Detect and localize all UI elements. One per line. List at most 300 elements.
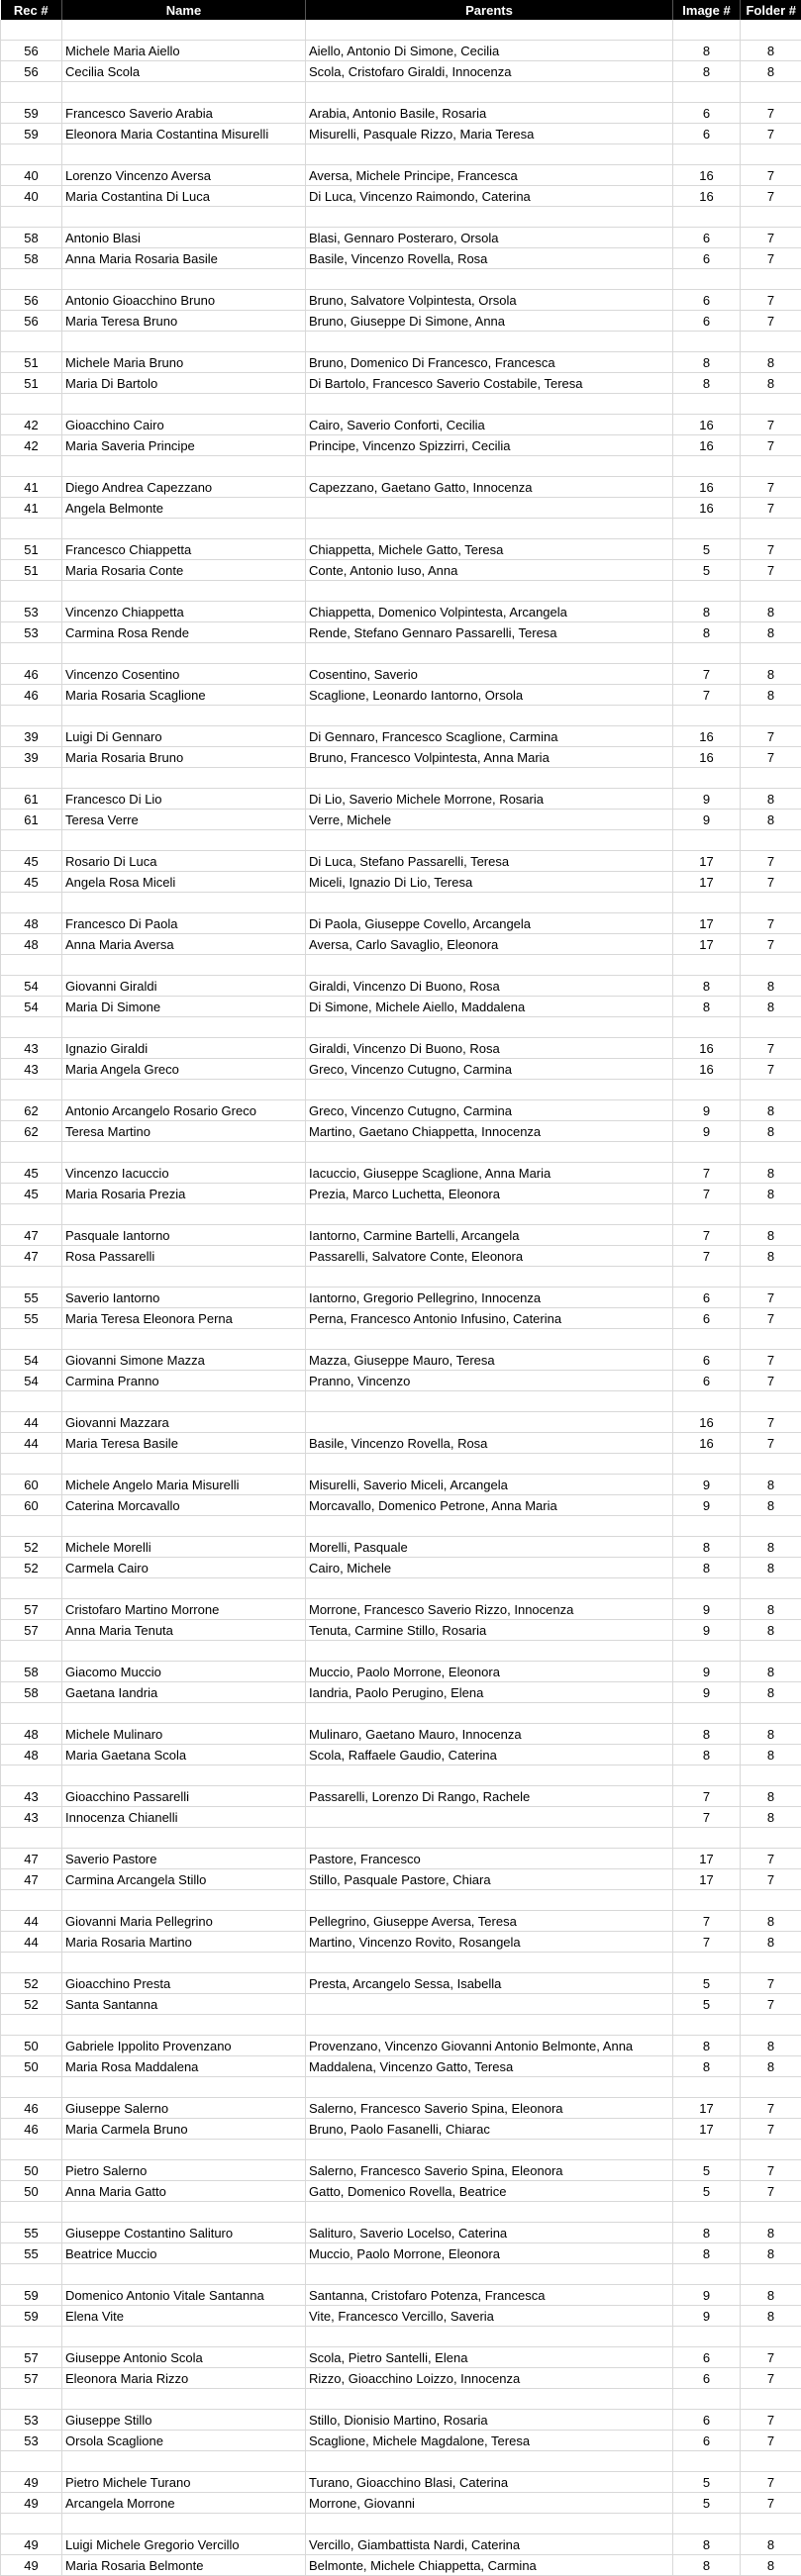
cell-image[interactable]: 9 (673, 1620, 741, 1641)
empty-cell[interactable] (62, 207, 306, 228)
cell-folder[interactable]: 8 (741, 664, 801, 685)
empty-cell[interactable] (62, 768, 306, 789)
cell-image[interactable]: 9 (673, 1121, 741, 1142)
cell-folder[interactable]: 7 (741, 165, 801, 186)
cell-folder[interactable]: 8 (741, 1495, 801, 1516)
cell-name[interactable]: Diego Andrea Capezzano (62, 477, 306, 498)
cell-name[interactable]: Gabriele Ippolito Provenzano (62, 2036, 306, 2056)
empty-cell[interactable] (673, 2389, 741, 2410)
cell-rec[interactable]: 56 (1, 290, 62, 311)
cell-image[interactable]: 7 (673, 1225, 741, 1246)
empty-cell[interactable] (673, 20, 741, 41)
cell-image[interactable]: 16 (673, 435, 741, 456)
cell-name[interactable]: Antonio Blasi (62, 228, 306, 248)
cell-parents[interactable]: Blasi, Gennaro Posteraro, Orsola (306, 228, 673, 248)
empty-cell[interactable] (306, 2202, 673, 2223)
empty-cell[interactable] (306, 82, 673, 103)
cell-rec[interactable]: 56 (1, 41, 62, 61)
empty-cell[interactable] (1, 1765, 62, 1786)
cell-folder[interactable]: 8 (741, 1537, 801, 1558)
cell-image[interactable]: 8 (673, 61, 741, 82)
empty-cell[interactable] (62, 332, 306, 352)
cell-rec[interactable]: 47 (1, 1869, 62, 1890)
cell-folder[interactable]: 8 (741, 976, 801, 997)
empty-cell[interactable] (62, 830, 306, 851)
cell-name[interactable]: Michele Mulinaro (62, 1724, 306, 1745)
cell-image[interactable]: 8 (673, 1537, 741, 1558)
empty-cell[interactable] (1, 1578, 62, 1599)
cell-name[interactable]: Santa Santanna (62, 1994, 306, 2015)
empty-cell[interactable] (306, 2140, 673, 2160)
cell-image[interactable]: 16 (673, 477, 741, 498)
cell-folder[interactable]: 7 (741, 539, 801, 560)
cell-folder[interactable]: 8 (741, 61, 801, 82)
cell-name[interactable]: Maria Rosaria Belmonte (62, 2555, 306, 2576)
cell-parents[interactable]: Rizzo, Gioacchino Loizzo, Innocenza (306, 2368, 673, 2389)
cell-rec[interactable]: 59 (1, 124, 62, 144)
cell-parents[interactable]: Cairo, Michele (306, 1558, 673, 1578)
cell-name[interactable]: Maria Carmela Bruno (62, 2119, 306, 2140)
empty-cell[interactable] (673, 2015, 741, 2036)
empty-cell[interactable] (673, 955, 741, 976)
cell-name[interactable]: Maria Teresa Basile (62, 1433, 306, 1454)
cell-folder[interactable]: 7 (741, 2347, 801, 2368)
cell-rec[interactable]: 52 (1, 1537, 62, 1558)
empty-cell[interactable] (306, 2451, 673, 2472)
cell-folder[interactable]: 7 (741, 248, 801, 269)
cell-folder[interactable]: 7 (741, 560, 801, 581)
empty-cell[interactable] (62, 269, 306, 290)
empty-cell[interactable] (1, 768, 62, 789)
col-header-folder[interactable]: Folder # (741, 0, 801, 20)
cell-image[interactable]: 6 (673, 2410, 741, 2431)
cell-name[interactable]: Luigi Michele Gregorio Vercillo (62, 2534, 306, 2555)
cell-image[interactable]: 7 (673, 1932, 741, 1953)
cell-rec[interactable]: 55 (1, 1288, 62, 1308)
cell-image[interactable]: 5 (673, 560, 741, 581)
empty-cell[interactable] (1, 1017, 62, 1038)
cell-folder[interactable]: 7 (741, 477, 801, 498)
cell-rec[interactable]: 58 (1, 228, 62, 248)
empty-cell[interactable] (62, 1080, 306, 1100)
cell-name[interactable]: Angela Belmonte (62, 498, 306, 519)
cell-image[interactable]: 8 (673, 976, 741, 997)
empty-cell[interactable] (741, 2202, 801, 2223)
empty-cell[interactable] (741, 768, 801, 789)
cell-name[interactable]: Innocenza Chianelli (62, 1807, 306, 1828)
cell-rec[interactable]: 42 (1, 415, 62, 435)
cell-rec[interactable]: 51 (1, 373, 62, 394)
cell-folder[interactable]: 8 (741, 2056, 801, 2077)
cell-folder[interactable]: 8 (741, 1911, 801, 1932)
cell-parents[interactable]: Rende, Stefano Gennaro Passarelli, Teresa (306, 622, 673, 643)
cell-name[interactable]: Pietro Salerno (62, 2160, 306, 2181)
empty-cell[interactable] (306, 893, 673, 913)
empty-cell[interactable] (673, 82, 741, 103)
empty-cell[interactable] (741, 2264, 801, 2285)
cell-image[interactable]: 17 (673, 913, 741, 934)
empty-cell[interactable] (306, 2327, 673, 2347)
cell-name[interactable]: Giovanni Simone Mazza (62, 1350, 306, 1371)
cell-rec[interactable]: 41 (1, 498, 62, 519)
empty-cell[interactable] (1, 519, 62, 539)
cell-parents[interactable]: Morelli, Pasquale (306, 1537, 673, 1558)
empty-cell[interactable] (1, 2327, 62, 2347)
cell-folder[interactable]: 8 (741, 685, 801, 706)
cell-name[interactable]: Francesco Chiappetta (62, 539, 306, 560)
empty-cell[interactable] (741, 332, 801, 352)
cell-rec[interactable]: 49 (1, 2472, 62, 2493)
empty-cell[interactable] (1, 456, 62, 477)
cell-parents[interactable]: Misurelli, Pasquale Rizzo, Maria Teresa (306, 124, 673, 144)
empty-cell[interactable] (741, 1454, 801, 1475)
cell-name[interactable]: Teresa Verre (62, 810, 306, 830)
empty-cell[interactable] (306, 207, 673, 228)
empty-cell[interactable] (1, 1953, 62, 1973)
cell-parents[interactable]: Giraldi, Vincenzo Di Buono, Rosa (306, 1038, 673, 1059)
cell-rec[interactable]: 55 (1, 1308, 62, 1329)
cell-rec[interactable]: 50 (1, 2056, 62, 2077)
empty-cell[interactable] (306, 1204, 673, 1225)
empty-cell[interactable] (306, 1641, 673, 1662)
empty-cell[interactable] (741, 20, 801, 41)
cell-name[interactable]: Domenico Antonio Vitale Santanna (62, 2285, 306, 2306)
cell-image[interactable]: 9 (673, 1475, 741, 1495)
empty-cell[interactable] (62, 1204, 306, 1225)
empty-cell[interactable] (62, 394, 306, 415)
cell-rec[interactable]: 57 (1, 2347, 62, 2368)
cell-parents[interactable]: Conte, Antonio Iuso, Anna (306, 560, 673, 581)
cell-name[interactable]: Pietro Michele Turano (62, 2472, 306, 2493)
cell-folder[interactable]: 8 (741, 1599, 801, 1620)
cell-parents[interactable]: Cairo, Saverio Conforti, Cecilia (306, 415, 673, 435)
cell-folder[interactable]: 7 (741, 290, 801, 311)
cell-image[interactable]: 9 (673, 1682, 741, 1703)
cell-rec[interactable]: 62 (1, 1121, 62, 1142)
cell-image[interactable]: 6 (673, 228, 741, 248)
cell-parents[interactable]: Aversa, Michele Principe, Francesca (306, 165, 673, 186)
cell-rec[interactable]: 45 (1, 872, 62, 893)
cell-parents[interactable]: Greco, Vincenzo Cutugno, Carmina (306, 1059, 673, 1080)
cell-parents[interactable]: Iantorno, Gregorio Pellegrino, Innocenza (306, 1288, 673, 1308)
empty-cell[interactable] (62, 82, 306, 103)
cell-image[interactable]: 8 (673, 1724, 741, 1745)
cell-parents[interactable]: Prezia, Marco Luchetta, Eleonora (306, 1184, 673, 1204)
cell-image[interactable]: 5 (673, 2472, 741, 2493)
cell-image[interactable]: 8 (673, 622, 741, 643)
empty-cell[interactable] (741, 2451, 801, 2472)
cell-rec[interactable]: 61 (1, 810, 62, 830)
cell-rec[interactable]: 51 (1, 352, 62, 373)
empty-cell[interactable] (741, 394, 801, 415)
cell-rec[interactable]: 49 (1, 2493, 62, 2514)
empty-cell[interactable] (1, 706, 62, 726)
cell-parents[interactable]: Arabia, Antonio Basile, Rosaria (306, 103, 673, 124)
cell-name[interactable]: Elena Vite (62, 2306, 306, 2327)
cell-folder[interactable]: 7 (741, 2431, 801, 2451)
empty-cell[interactable] (673, 2327, 741, 2347)
empty-cell[interactable] (741, 456, 801, 477)
empty-cell[interactable] (741, 82, 801, 103)
cell-image[interactable]: 8 (673, 2036, 741, 2056)
cell-folder[interactable]: 8 (741, 1475, 801, 1495)
cell-rec[interactable]: 46 (1, 2098, 62, 2119)
cell-parents[interactable]: Morrone, Giovanni (306, 2493, 673, 2514)
cell-parents[interactable]: Salerno, Francesco Saverio Spina, Eleonora (306, 2160, 673, 2181)
empty-cell[interactable] (306, 2015, 673, 2036)
cell-image[interactable]: 5 (673, 1973, 741, 1994)
empty-cell[interactable] (673, 768, 741, 789)
cell-folder[interactable]: 8 (741, 1682, 801, 1703)
cell-image[interactable]: 7 (673, 664, 741, 685)
cell-image[interactable]: 16 (673, 498, 741, 519)
cell-rec[interactable]: 44 (1, 1911, 62, 1932)
empty-cell[interactable] (673, 2514, 741, 2534)
cell-rec[interactable]: 45 (1, 851, 62, 872)
empty-cell[interactable] (741, 207, 801, 228)
empty-cell[interactable] (62, 706, 306, 726)
cell-parents[interactable]: Basile, Vincenzo Rovella, Rosa (306, 1433, 673, 1454)
empty-cell[interactable] (62, 1828, 306, 1849)
cell-rec[interactable]: 62 (1, 1100, 62, 1121)
cell-image[interactable]: 8 (673, 1745, 741, 1765)
cell-rec[interactable]: 56 (1, 61, 62, 82)
cell-name[interactable]: Maria Rosa Maddalena (62, 2056, 306, 2077)
cell-name[interactable]: Lorenzo Vincenzo Aversa (62, 165, 306, 186)
cell-image[interactable]: 17 (673, 1869, 741, 1890)
cell-image[interactable]: 7 (673, 1786, 741, 1807)
empty-cell[interactable] (1, 2451, 62, 2472)
cell-folder[interactable]: 7 (741, 1308, 801, 1329)
cell-name[interactable]: Francesco Di Paola (62, 913, 306, 934)
empty-cell[interactable] (1, 20, 62, 41)
empty-cell[interactable] (741, 1391, 801, 1412)
empty-cell[interactable] (62, 2015, 306, 2036)
cell-name[interactable]: Michele Maria Aiello (62, 41, 306, 61)
cell-rec[interactable]: 59 (1, 103, 62, 124)
empty-cell[interactable] (1, 893, 62, 913)
cell-parents[interactable]: Iantorno, Carmine Bartelli, Arcangela (306, 1225, 673, 1246)
cell-rec[interactable]: 57 (1, 2368, 62, 2389)
empty-cell[interactable] (1, 269, 62, 290)
empty-cell[interactable] (62, 955, 306, 976)
cell-parents[interactable]: Di Paola, Giuseppe Covello, Arcangela (306, 913, 673, 934)
cell-name[interactable]: Maria Gaetana Scola (62, 1745, 306, 1765)
cell-folder[interactable]: 7 (741, 1350, 801, 1371)
cell-folder[interactable]: 8 (741, 1163, 801, 1184)
cell-folder[interactable]: 8 (741, 1786, 801, 1807)
cell-parents[interactable]: Muccio, Paolo Morrone, Eleonora (306, 1662, 673, 1682)
cell-folder[interactable]: 7 (741, 1412, 801, 1433)
empty-cell[interactable] (1, 2015, 62, 2036)
cell-name[interactable]: Maria Di Simone (62, 997, 306, 1017)
cell-folder[interactable]: 8 (741, 2243, 801, 2264)
cell-rec[interactable]: 53 (1, 602, 62, 622)
empty-cell[interactable] (306, 1703, 673, 1724)
cell-rec[interactable]: 57 (1, 1599, 62, 1620)
cell-rec[interactable]: 52 (1, 1973, 62, 1994)
cell-name[interactable]: Giovanni Mazzara (62, 1412, 306, 1433)
cell-image[interactable]: 9 (673, 1599, 741, 1620)
cell-rec[interactable]: 43 (1, 1786, 62, 1807)
cell-folder[interactable]: 8 (741, 2036, 801, 2056)
cell-image[interactable]: 17 (673, 934, 741, 955)
empty-cell[interactable] (306, 2264, 673, 2285)
cell-folder[interactable]: 7 (741, 1869, 801, 1890)
empty-cell[interactable] (62, 581, 306, 602)
empty-cell[interactable] (306, 581, 673, 602)
cell-image[interactable]: 8 (673, 2223, 741, 2243)
empty-cell[interactable] (1, 1204, 62, 1225)
empty-cell[interactable] (673, 1017, 741, 1038)
cell-rec[interactable]: 55 (1, 2243, 62, 2264)
cell-rec[interactable]: 50 (1, 2160, 62, 2181)
empty-cell[interactable] (741, 1267, 801, 1288)
cell-parents[interactable]: Salerno, Francesco Saverio Spina, Eleonora (306, 2098, 673, 2119)
cell-name[interactable]: Beatrice Muccio (62, 2243, 306, 2264)
cell-name[interactable]: Maria Teresa Eleonora Perna (62, 1308, 306, 1329)
cell-parents[interactable]: Di Gennaro, Francesco Scaglione, Carmina (306, 726, 673, 747)
cell-folder[interactable]: 7 (741, 2410, 801, 2431)
cell-name[interactable]: Gioacchino Passarelli (62, 1786, 306, 1807)
cell-parents[interactable]: Passarelli, Lorenzo Di Rango, Rachele (306, 1786, 673, 1807)
empty-cell[interactable] (306, 1578, 673, 1599)
empty-cell[interactable] (1, 82, 62, 103)
cell-image[interactable]: 6 (673, 2347, 741, 2368)
cell-folder[interactable]: 8 (741, 352, 801, 373)
empty-cell[interactable] (1, 1329, 62, 1350)
empty-cell[interactable] (741, 2015, 801, 2036)
cell-folder[interactable]: 8 (741, 1662, 801, 1682)
empty-cell[interactable] (306, 1953, 673, 1973)
empty-cell[interactable] (673, 1516, 741, 1537)
cell-rec[interactable]: 41 (1, 477, 62, 498)
cell-folder[interactable]: 8 (741, 2555, 801, 2576)
empty-cell[interactable] (741, 2327, 801, 2347)
cell-folder[interactable]: 7 (741, 726, 801, 747)
cell-rec[interactable]: 52 (1, 1994, 62, 2015)
cell-folder[interactable]: 7 (741, 1059, 801, 1080)
cell-name[interactable]: Maria Angela Greco (62, 1059, 306, 1080)
cell-folder[interactable]: 8 (741, 997, 801, 1017)
cell-parents[interactable]: Misurelli, Saverio Miceli, Arcangela (306, 1475, 673, 1495)
empty-cell[interactable] (741, 955, 801, 976)
cell-parents[interactable]: Capezzano, Gaetano Gatto, Innocenza (306, 477, 673, 498)
empty-cell[interactable] (62, 1703, 306, 1724)
empty-cell[interactable] (673, 207, 741, 228)
empty-cell[interactable] (62, 519, 306, 539)
cell-name[interactable]: Cecilia Scola (62, 61, 306, 82)
cell-rec[interactable]: 51 (1, 560, 62, 581)
cell-folder[interactable]: 8 (741, 1620, 801, 1641)
empty-cell[interactable] (306, 1516, 673, 1537)
cell-rec[interactable]: 47 (1, 1246, 62, 1267)
cell-parents[interactable]: Principe, Vincenzo Spizzirri, Cecilia (306, 435, 673, 456)
empty-cell[interactable] (673, 706, 741, 726)
empty-cell[interactable] (741, 1641, 801, 1662)
cell-image[interactable]: 8 (673, 1558, 741, 1578)
cell-image[interactable]: 8 (673, 352, 741, 373)
cell-folder[interactable]: 7 (741, 2119, 801, 2140)
empty-cell[interactable] (306, 1454, 673, 1475)
empty-cell[interactable] (741, 1142, 801, 1163)
cell-rec[interactable]: 60 (1, 1495, 62, 1516)
cell-image[interactable]: 5 (673, 2493, 741, 2514)
empty-cell[interactable] (741, 1578, 801, 1599)
empty-cell[interactable] (306, 768, 673, 789)
empty-cell[interactable] (1, 394, 62, 415)
cell-folder[interactable]: 8 (741, 1184, 801, 1204)
empty-cell[interactable] (306, 2077, 673, 2098)
cell-folder[interactable]: 8 (741, 810, 801, 830)
cell-name[interactable]: Anna Maria Gatto (62, 2181, 306, 2202)
cell-name[interactable]: Ignazio Giraldi (62, 1038, 306, 1059)
empty-cell[interactable] (306, 955, 673, 976)
cell-rec[interactable]: 39 (1, 726, 62, 747)
cell-parents[interactable]: Bruno, Paolo Fasanelli, Chiarac (306, 2119, 673, 2140)
empty-cell[interactable] (673, 1703, 741, 1724)
cell-parents[interactable]: Di Luca, Vincenzo Raimondo, Caterina (306, 186, 673, 207)
empty-cell[interactable] (741, 519, 801, 539)
cell-folder[interactable]: 7 (741, 2160, 801, 2181)
empty-cell[interactable] (741, 1953, 801, 1973)
cell-parents[interactable]: Greco, Vincenzo Cutugno, Carmina (306, 1100, 673, 1121)
cell-parents[interactable]: Tenuta, Carmine Stillo, Rosaria (306, 1620, 673, 1641)
empty-cell[interactable] (673, 1828, 741, 1849)
cell-image[interactable]: 9 (673, 1100, 741, 1121)
cell-rec[interactable]: 43 (1, 1038, 62, 1059)
cell-folder[interactable]: 7 (741, 311, 801, 332)
cell-image[interactable]: 17 (673, 2098, 741, 2119)
empty-cell[interactable] (1, 1828, 62, 1849)
cell-folder[interactable]: 8 (741, 1932, 801, 1953)
cell-image[interactable]: 6 (673, 1308, 741, 1329)
cell-parents[interactable]: Aversa, Carlo Savaglio, Eleonora (306, 934, 673, 955)
cell-folder[interactable]: 7 (741, 1288, 801, 1308)
cell-rec[interactable]: 49 (1, 2555, 62, 2576)
empty-cell[interactable] (1, 1391, 62, 1412)
cell-name[interactable]: Orsola Scaglione (62, 2431, 306, 2451)
cell-folder[interactable]: 7 (741, 913, 801, 934)
cell-image[interactable]: 8 (673, 997, 741, 1017)
empty-cell[interactable] (306, 2389, 673, 2410)
empty-cell[interactable] (1, 955, 62, 976)
cell-rec[interactable]: 53 (1, 622, 62, 643)
cell-name[interactable]: Giuseppe Stillo (62, 2410, 306, 2431)
cell-image[interactable]: 9 (673, 2306, 741, 2327)
cell-folder[interactable]: 7 (741, 103, 801, 124)
cell-name[interactable]: Carmina Arcangela Stillo (62, 1869, 306, 1890)
empty-cell[interactable] (306, 1017, 673, 1038)
cell-rec[interactable]: 49 (1, 2534, 62, 2555)
cell-parents[interactable]: Scaglione, Leonardo Iantorno, Orsola (306, 685, 673, 706)
cell-rec[interactable]: 58 (1, 248, 62, 269)
cell-name[interactable]: Saverio Iantorno (62, 1288, 306, 1308)
cell-name[interactable]: Maria Saveria Principe (62, 435, 306, 456)
cell-folder[interactable]: 8 (741, 602, 801, 622)
cell-rec[interactable]: 59 (1, 2306, 62, 2327)
empty-cell[interactable] (673, 2140, 741, 2160)
empty-cell[interactable] (673, 2202, 741, 2223)
cell-image[interactable]: 6 (673, 311, 741, 332)
empty-cell[interactable] (673, 1391, 741, 1412)
cell-parents[interactable]: Cosentino, Saverio (306, 664, 673, 685)
cell-folder[interactable]: 8 (741, 2285, 801, 2306)
empty-cell[interactable] (673, 394, 741, 415)
cell-parents[interactable]: Di Lio, Saverio Michele Morrone, Rosaria (306, 789, 673, 810)
cell-rec[interactable]: 48 (1, 913, 62, 934)
empty-cell[interactable] (62, 2514, 306, 2534)
